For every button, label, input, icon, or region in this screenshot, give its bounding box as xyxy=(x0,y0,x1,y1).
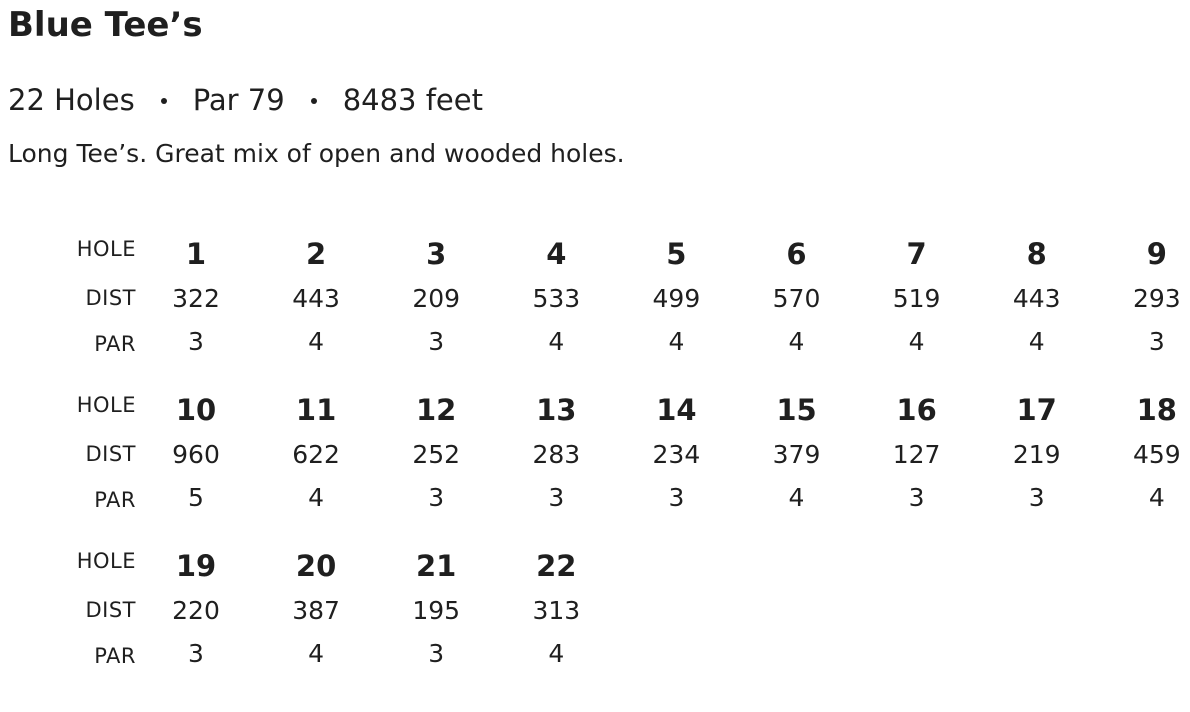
hole-number: 11 xyxy=(295,393,337,427)
hole-number: 17 xyxy=(1016,393,1057,427)
page-title: Blue Tee’s xyxy=(8,5,203,45)
par-row-label: PAR xyxy=(94,488,136,512)
dist-row-label: DIST xyxy=(85,598,136,622)
hole-distance: 499 xyxy=(652,284,701,313)
hole-number: 1 xyxy=(185,237,207,271)
hole-number: 16 xyxy=(896,393,937,427)
hole-par: 3 xyxy=(428,327,445,356)
hole-distance: 220 xyxy=(172,596,220,625)
hole-par: 4 xyxy=(548,639,565,668)
hole-distance: 443 xyxy=(292,284,340,313)
hole-distance: 283 xyxy=(532,440,581,469)
holes-count: 22 Holes xyxy=(8,83,135,117)
hole-distance: 533 xyxy=(532,284,581,313)
course-description: Long Tee’s. Great mix of open and wooded holes. xyxy=(8,139,625,168)
par-total: Par 79 xyxy=(192,83,285,117)
hole-number: 3 xyxy=(426,237,447,271)
hole-number: 6 xyxy=(786,237,807,271)
hole-distance: 234 xyxy=(652,440,701,469)
hole-par: 4 xyxy=(1028,327,1045,356)
hole-number: 12 xyxy=(416,393,457,427)
hole-par: 4 xyxy=(668,327,685,356)
hole-par: 3 xyxy=(548,483,565,512)
hole-row-label: HOLE xyxy=(76,393,136,417)
hole-par: 3 xyxy=(908,483,925,512)
hole-distance: 519 xyxy=(892,284,941,313)
hole-distance: 195 xyxy=(412,596,461,625)
hole-par: 3 xyxy=(188,327,204,356)
hole-distance: 219 xyxy=(1012,440,1061,469)
hole-distance: 127 xyxy=(892,440,941,469)
hole-par: 4 xyxy=(308,327,325,356)
dist-row-label: DIST xyxy=(85,442,136,466)
hole-number: 18 xyxy=(1136,393,1177,427)
hole-par: 4 xyxy=(788,483,805,512)
hole-distance: 322 xyxy=(172,284,220,313)
hole-number: 9 xyxy=(1146,237,1167,271)
hole-number: 13 xyxy=(536,393,577,427)
hole-distance: 570 xyxy=(772,284,821,313)
hole-distance: 209 xyxy=(412,284,461,313)
hole-par: 4 xyxy=(788,327,805,356)
hole-par: 4 xyxy=(908,327,925,356)
hole-row-label: HOLE xyxy=(76,237,136,261)
dist-row-label: DIST xyxy=(85,286,136,310)
par-row-label: PAR xyxy=(94,644,136,668)
hole-par: 3 xyxy=(188,639,204,668)
hole-number: 15 xyxy=(776,393,817,427)
hole-number: 7 xyxy=(906,237,927,271)
hole-distance: 379 xyxy=(772,440,821,469)
hole-par: 3 xyxy=(1148,327,1165,356)
par-row-label: PAR xyxy=(94,332,136,356)
hole-par: 3 xyxy=(428,639,445,668)
hole-number: 4 xyxy=(546,237,567,271)
hole-number: 10 xyxy=(175,393,217,427)
hole-number: 14 xyxy=(656,393,697,427)
hole-par: 3 xyxy=(428,483,445,512)
hole-distance: 293 xyxy=(1132,284,1181,313)
hole-number: 2 xyxy=(306,237,327,271)
hole-distance: 443 xyxy=(1012,284,1061,313)
hole-par: 3 xyxy=(668,483,685,512)
hole-number: 21 xyxy=(416,549,457,583)
hole-par: 4 xyxy=(308,483,325,512)
hole-number: 19 xyxy=(175,549,217,583)
hole-par: 4 xyxy=(1148,483,1165,512)
hole-number: 5 xyxy=(666,237,687,271)
hole-number: 8 xyxy=(1026,237,1047,271)
hole-number: 20 xyxy=(295,549,337,583)
total-distance: 8483 feet xyxy=(342,83,483,117)
hole-par: 4 xyxy=(548,327,565,356)
hole-par: 5 xyxy=(188,483,204,512)
hole-row-label: HOLE xyxy=(76,549,136,573)
hole-par: 3 xyxy=(1028,483,1045,512)
hole-distance: 459 xyxy=(1132,440,1181,469)
hole-distance: 622 xyxy=(292,440,340,469)
hole-par: 4 xyxy=(308,639,325,668)
hole-distance: 960 xyxy=(172,440,220,469)
hole-distance: 387 xyxy=(292,596,340,625)
hole-distance: 313 xyxy=(532,596,581,625)
hole-number: 22 xyxy=(536,549,577,583)
hole-distance: 252 xyxy=(412,440,461,469)
